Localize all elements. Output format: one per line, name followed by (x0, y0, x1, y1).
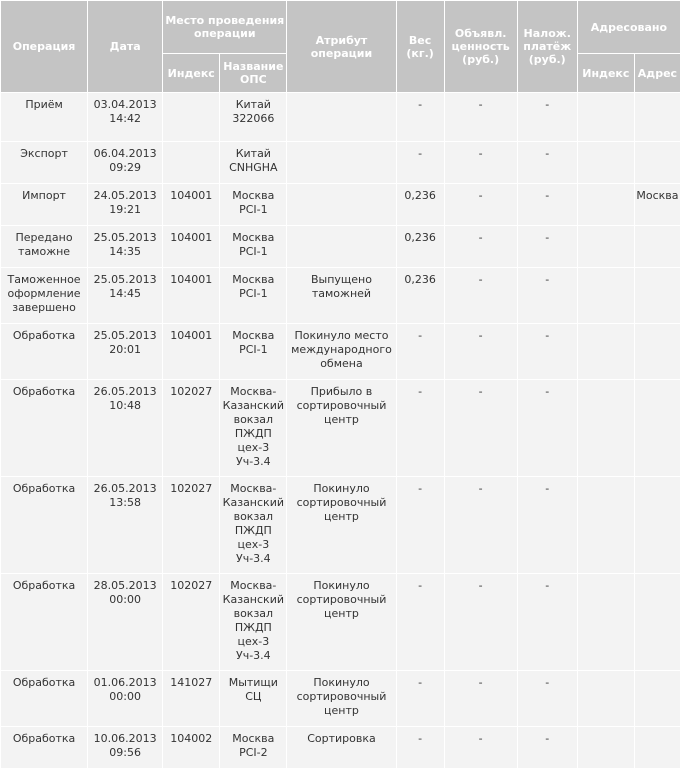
cell-addr-index (578, 226, 634, 267)
table-row (1, 477, 680, 573)
cell-addr-index (578, 671, 634, 726)
cell-addr-index (578, 727, 634, 768)
col-ops-name: Название ОПС (220, 54, 286, 92)
cell-addr-index (578, 380, 634, 476)
cell-operation: Таможенное оформление завершено (1, 268, 87, 323)
cell-operation: Экспорт (1, 142, 87, 183)
cell-index: 102027 (163, 574, 219, 670)
cell-addr-address (635, 727, 680, 768)
cell-declared-value: - (445, 268, 517, 323)
cell-weight: - (397, 93, 444, 141)
cell-ops-name: Москва PCI-2 (220, 727, 286, 768)
cell-addr-address (635, 93, 680, 141)
cell-attribute (287, 184, 395, 225)
cell-cod: - (518, 574, 577, 670)
cell-date: 26.05.2013 10:48 (88, 380, 162, 476)
cell-index: 104001 (163, 324, 219, 379)
cell-declared-value: - (445, 184, 517, 225)
cell-declared-value: - (445, 324, 517, 379)
cell-declared-value: - (445, 93, 517, 141)
cell-attribute: Прибыло в сортировочный центр (287, 380, 395, 476)
cell-cod: - (518, 268, 577, 323)
cell-operation: Обработка (1, 477, 87, 573)
cell-operation: Обработка (1, 380, 87, 476)
cell-date: 01.06.2013 00:00 (88, 671, 162, 726)
cell-addr-address (635, 477, 680, 573)
cell-operation: Обработка (1, 574, 87, 670)
cell-declared-value: - (445, 142, 517, 183)
col-addressed: Адресовано (578, 1, 680, 53)
cell-index: 104001 (163, 184, 219, 225)
col-place: Место проведения операции (163, 1, 286, 53)
cell-index: 102027 (163, 477, 219, 573)
cell-cod: - (518, 226, 577, 267)
cell-declared-value: - (445, 671, 517, 726)
col-addr-index: Индекс (578, 54, 634, 92)
cell-date: 25.05.2013 14:45 (88, 268, 162, 323)
cell-addr-address (635, 671, 680, 726)
cell-addr-address (635, 324, 680, 379)
cell-attribute (287, 93, 395, 141)
table-row (1, 671, 680, 726)
header-row (1, 1, 680, 53)
cell-weight: - (397, 324, 444, 379)
table-row (1, 142, 680, 183)
table-row (1, 93, 680, 141)
table-row (1, 324, 680, 379)
cell-attribute: Покинуло место международного обмена (287, 324, 395, 379)
cell-operation: Обработка (1, 671, 87, 726)
cell-weight: - (397, 142, 444, 183)
cell-addr-index (578, 477, 634, 573)
col-weight: Вес (кг.) (397, 1, 444, 92)
cell-addr-address (635, 380, 680, 476)
cell-operation: Обработка (1, 324, 87, 379)
col-attribute: Атрибут операции (287, 1, 395, 92)
cell-date: 03.04.2013 14:42 (88, 93, 162, 141)
cell-operation: Обработка (1, 727, 87, 768)
table-row (1, 226, 680, 267)
cell-weight: - (397, 380, 444, 476)
cell-weight: - (397, 477, 444, 573)
col-addr-address: Адрес (635, 54, 680, 92)
cell-declared-value: - (445, 477, 517, 573)
cell-ops-name: Москва PCI-1 (220, 324, 286, 379)
cell-attribute (287, 142, 395, 183)
table-row (1, 184, 680, 225)
cell-declared-value: - (445, 727, 517, 768)
cell-index: 102027 (163, 380, 219, 476)
cell-weight: 0,236 (397, 184, 444, 225)
cell-date: 28.05.2013 00:00 (88, 574, 162, 670)
cell-index: 104002 (163, 727, 219, 768)
table-row (1, 727, 680, 768)
cell-cod: - (518, 477, 577, 573)
cell-attribute (287, 226, 395, 267)
cell-cod: - (518, 671, 577, 726)
cell-attribute: Покинуло сортировочный центр (287, 574, 395, 670)
cell-date: 24.05.2013 19:21 (88, 184, 162, 225)
table-row (1, 268, 680, 323)
cell-weight: - (397, 574, 444, 670)
cell-date: 26.05.2013 13:58 (88, 477, 162, 573)
cell-date: 25.05.2013 20:01 (88, 324, 162, 379)
cell-addr-address: Москва (635, 184, 680, 225)
cell-ops-name: Москва PCI-1 (220, 268, 286, 323)
cell-attribute: Покинуло сортировочный центр (287, 477, 395, 573)
cell-addr-index (578, 268, 634, 323)
cell-cod: - (518, 93, 577, 141)
cell-declared-value: - (445, 380, 517, 476)
table-body (1, 93, 680, 768)
cell-attribute: Сортировка (287, 727, 395, 768)
cell-index: 141027 (163, 671, 219, 726)
cell-ops-name: Мытищи СЦ (220, 671, 286, 726)
cell-addr-index (578, 184, 634, 225)
cell-declared-value: - (445, 574, 517, 670)
cell-cod: - (518, 324, 577, 379)
col-operation: Операция (1, 1, 87, 92)
col-index: Индекс (163, 54, 219, 92)
cell-cod: - (518, 184, 577, 225)
cell-weight: - (397, 727, 444, 768)
cell-index (163, 93, 219, 141)
cell-ops-name: Москва PCI-1 (220, 184, 286, 225)
cell-ops-name: Китай 322066 (220, 93, 286, 141)
cell-index: 104001 (163, 268, 219, 323)
table-row (1, 380, 680, 476)
table-row (1, 574, 680, 670)
cell-attribute: Покинуло сортировочный центр (287, 671, 395, 726)
cell-date: 25.05.2013 14:35 (88, 226, 162, 267)
cell-weight: 0,236 (397, 268, 444, 323)
cell-addr-address (635, 574, 680, 670)
cell-operation: Импорт (1, 184, 87, 225)
cell-addr-address (635, 226, 680, 267)
cell-index (163, 142, 219, 183)
cell-addr-index (578, 142, 634, 183)
cell-addr-address (635, 268, 680, 323)
cell-date: 06.04.2013 09:29 (88, 142, 162, 183)
cell-ops-name: Москва- Казанский вокзал ПЖДП цех-3 Уч-3.4 (220, 477, 286, 573)
cell-declared-value: - (445, 226, 517, 267)
cell-ops-name: Китай CNHGHA (220, 142, 286, 183)
cell-cod: - (518, 142, 577, 183)
cell-addr-index (578, 574, 634, 670)
cell-operation: Передано таможне (1, 226, 87, 267)
cell-date: 10.06.2013 09:56 (88, 727, 162, 768)
cell-ops-name: Москва- Казанский вокзал ПЖДП цех-3 Уч-3.4 (220, 574, 286, 670)
cell-cod: - (518, 727, 577, 768)
cell-weight: - (397, 671, 444, 726)
cell-index: 104001 (163, 226, 219, 267)
cell-weight: 0,236 (397, 226, 444, 267)
cell-ops-name: Москва PCI-1 (220, 226, 286, 267)
col-date: Дата (88, 1, 162, 92)
cell-addr-address (635, 142, 680, 183)
cell-ops-name: Москва- Казанский вокзал ПЖДП цех-3 Уч-3.4 (220, 380, 286, 476)
cell-attribute: Выпущено таможней (287, 268, 395, 323)
col-declared-value: Объявл. ценность (руб.) (445, 1, 517, 92)
cell-addr-index (578, 93, 634, 141)
cell-addr-index (578, 324, 634, 379)
col-cod: Налож. платёж (руб.) (518, 1, 577, 92)
cell-cod: - (518, 380, 577, 476)
cell-operation: Приём (1, 93, 87, 141)
